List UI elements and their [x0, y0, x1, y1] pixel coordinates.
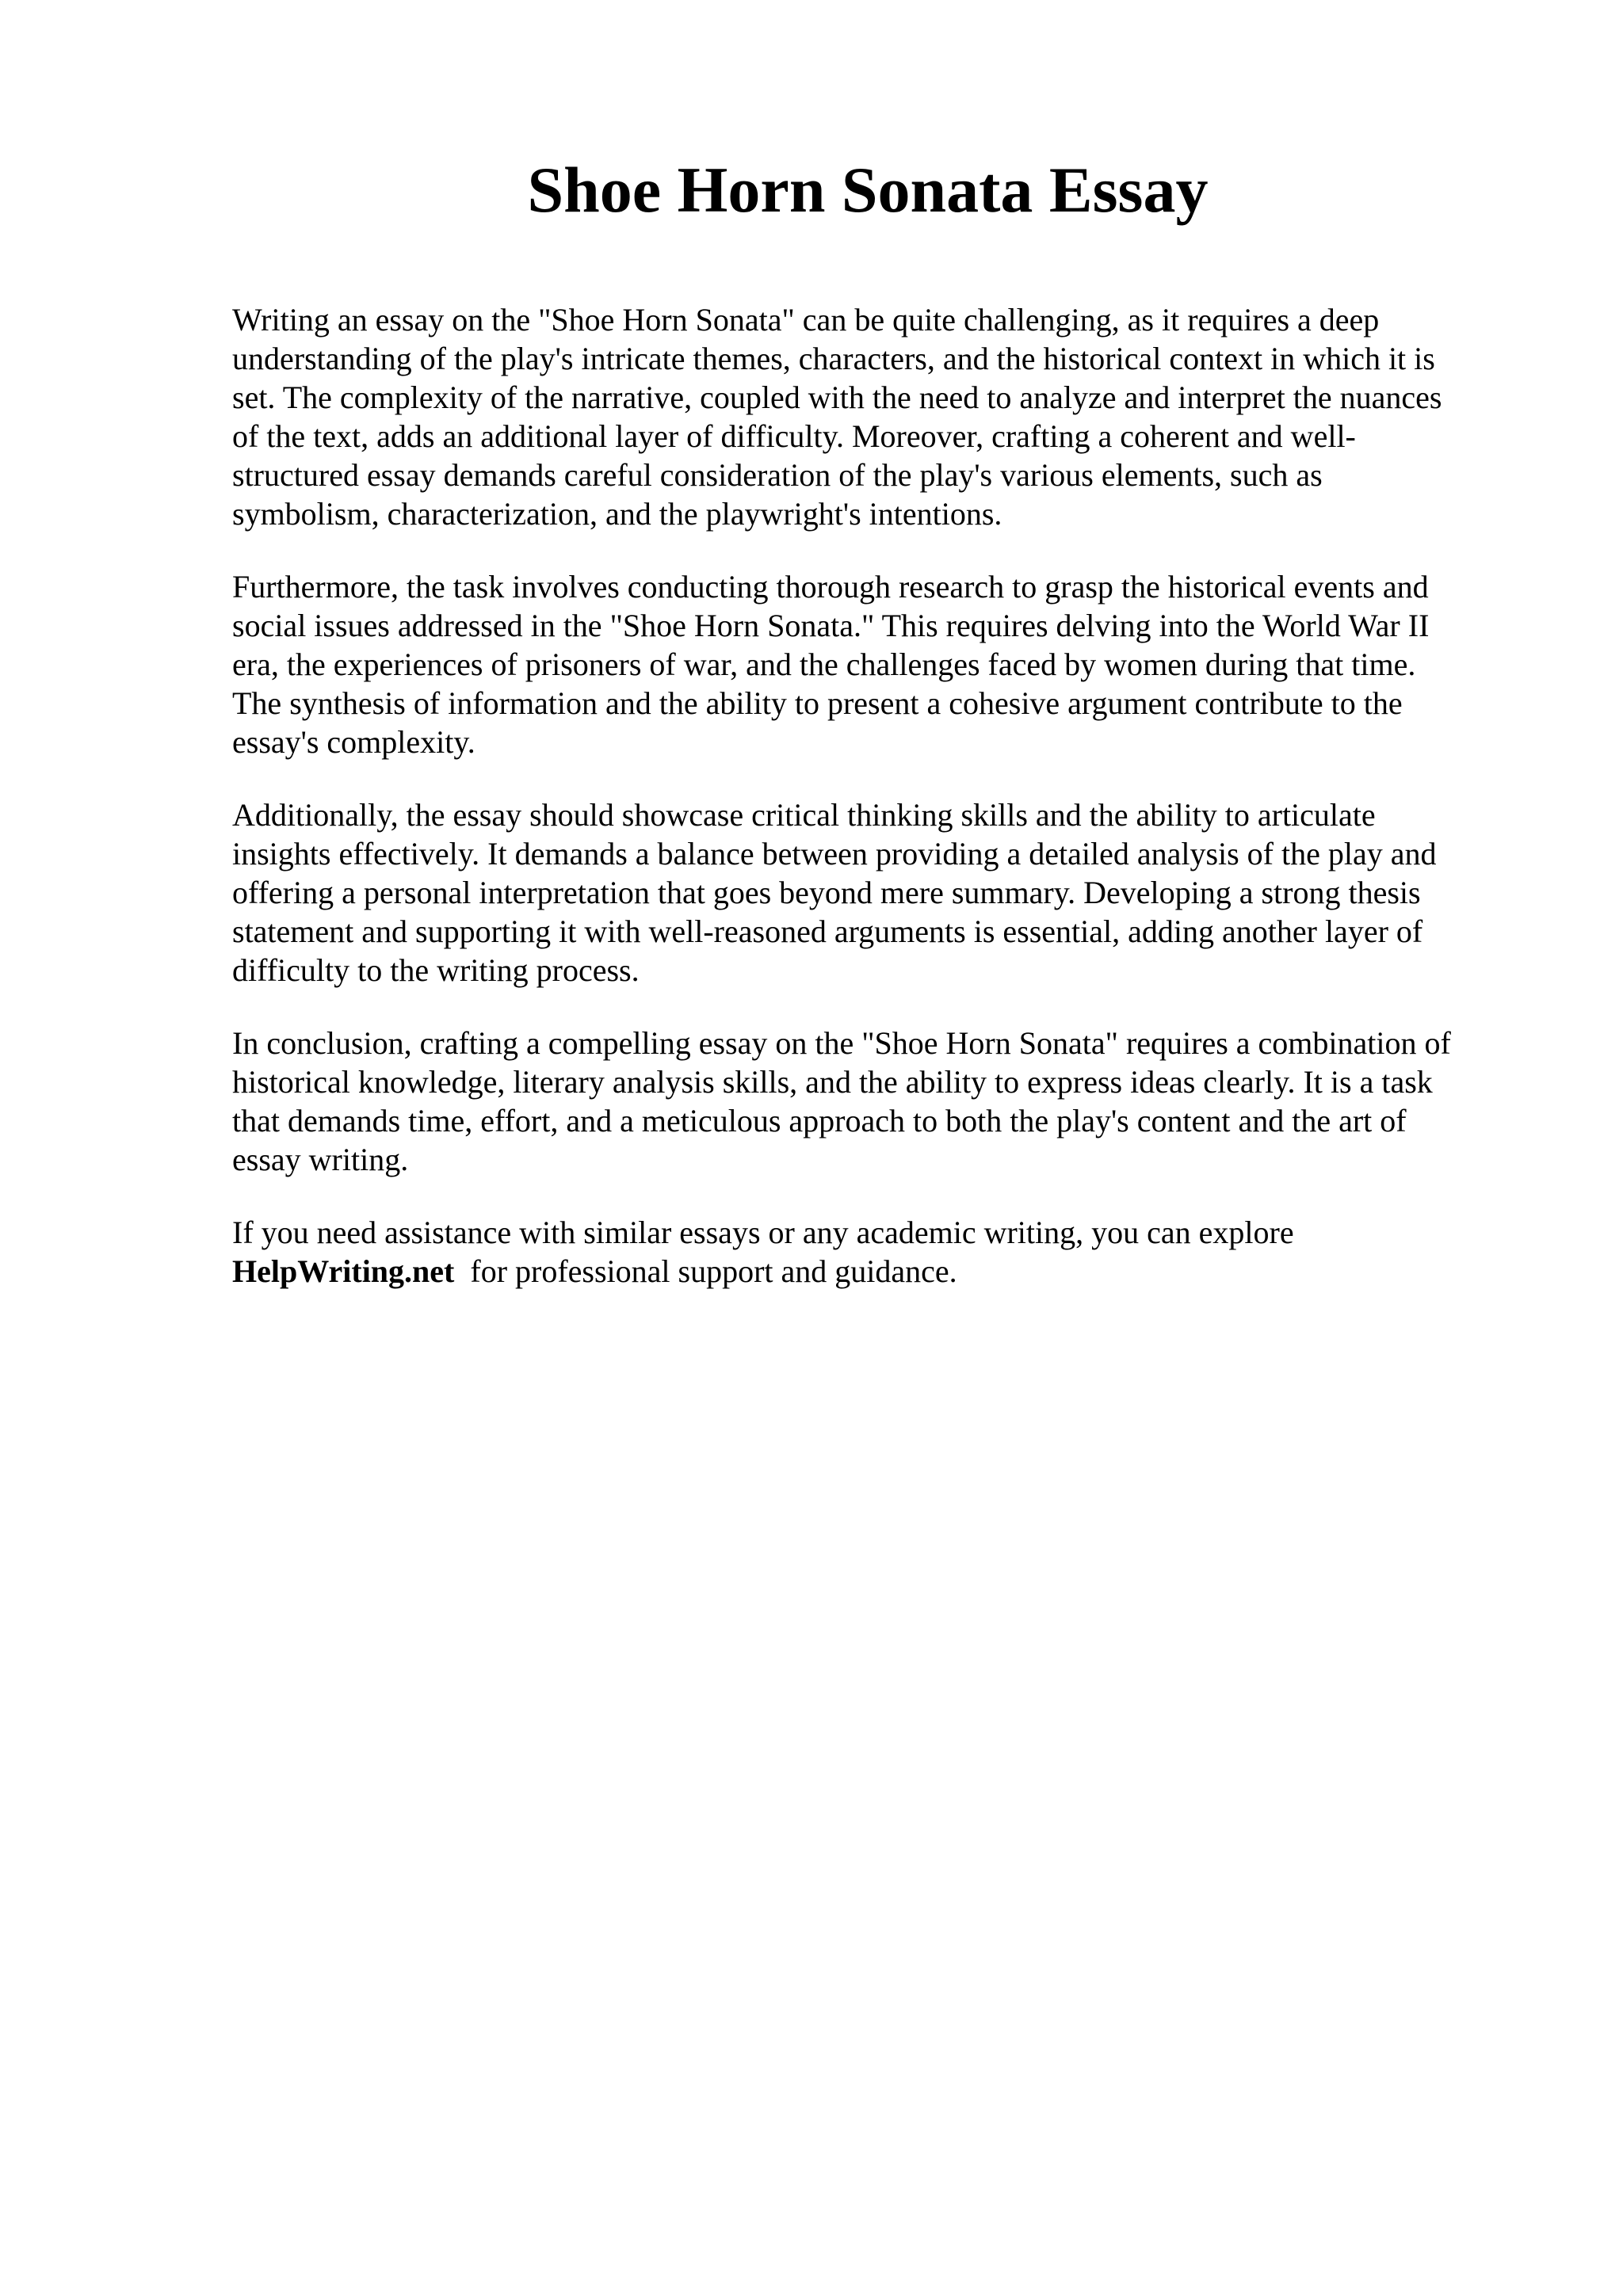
paragraph-2 — [232, 567, 1516, 761]
closing-line-2 — [232, 1252, 1516, 1291]
paragraph-line: structured essay demands careful consideration of the play's various elements, such as — [232, 457, 1323, 493]
document-body — [232, 300, 1516, 1325]
paragraph-3 — [232, 795, 1516, 990]
paragraph-line: historical knowledge, literary analysis skills, and the ability to express ideas clearly. It is a task — [232, 1064, 1433, 1100]
paragraph-line: essay's complexity. — [232, 724, 475, 760]
helpwriting-link[interactable]: HelpWriting.net — [232, 1253, 455, 1289]
paragraph-line: In conclusion, crafting a compelling essay on the "Shoe Horn Sonata" requires a combination of — [232, 1025, 1451, 1061]
paragraph-line: offering a personal interpretation that goes beyond mere summary. Developing a strong thesis — [232, 875, 1421, 910]
paragraph-line: Furthermore, the task involves conducting thorough research to grasp the historical events and — [232, 569, 1429, 605]
paragraph-line: symbolism, characterization, and the playwright's intentions. — [232, 496, 1002, 532]
closing-line-rest: for professional support and guidance. — [470, 1253, 957, 1289]
closing-line: If you need assistance with similar essays or any academic writing, you can explore — [232, 1215, 1294, 1250]
paragraph-line: difficulty to the writing process. — [232, 952, 640, 988]
paragraph-line: Writing an essay on the "Shoe Horn Sonata" can be quite challenging, as it requires a deep — [232, 302, 1380, 338]
closing-paragraph — [232, 1213, 1516, 1291]
document-title: Shoe Horn Sonata Essay — [527, 154, 1209, 226]
paragraph-4 — [232, 1024, 1516, 1179]
paragraph-line: Additionally, the essay should showcase critical thinking skills and the ability to articulate — [232, 797, 1376, 833]
paragraph-line: era, the experiences of prisoners of war, and the challenges faced by women during that time. — [232, 646, 1416, 682]
paragraph-1 — [232, 300, 1516, 533]
paragraph-line: insights effectively. It demands a balance between providing a detailed analysis of the play and — [232, 836, 1437, 871]
paragraph-line: that demands time, effort, and a meticulous approach to both the play's content and the art of — [232, 1103, 1407, 1138]
paragraph-line: statement and supporting it with well-reasoned arguments is essential, adding another layer of — [232, 913, 1423, 949]
paragraph-line: set. The complexity of the narrative, coupled with the need to analyze and interpret the nuances — [232, 379, 1442, 415]
paragraph-line: of the text, adds an additional layer of difficulty. Moreover, crafting a coherent and well- — [232, 418, 1356, 454]
paragraph-line: The synthesis of information and the ability to present a cohesive argument contribute to the — [232, 685, 1403, 721]
paragraph-line: social issues addressed in the "Shoe Horn Sonata." This requires delving into the World War II — [232, 608, 1430, 643]
paragraph-line: understanding of the play's intricate themes, characters, and the historical context in which it is — [232, 341, 1435, 376]
paragraph-line: essay writing. — [232, 1142, 409, 1177]
